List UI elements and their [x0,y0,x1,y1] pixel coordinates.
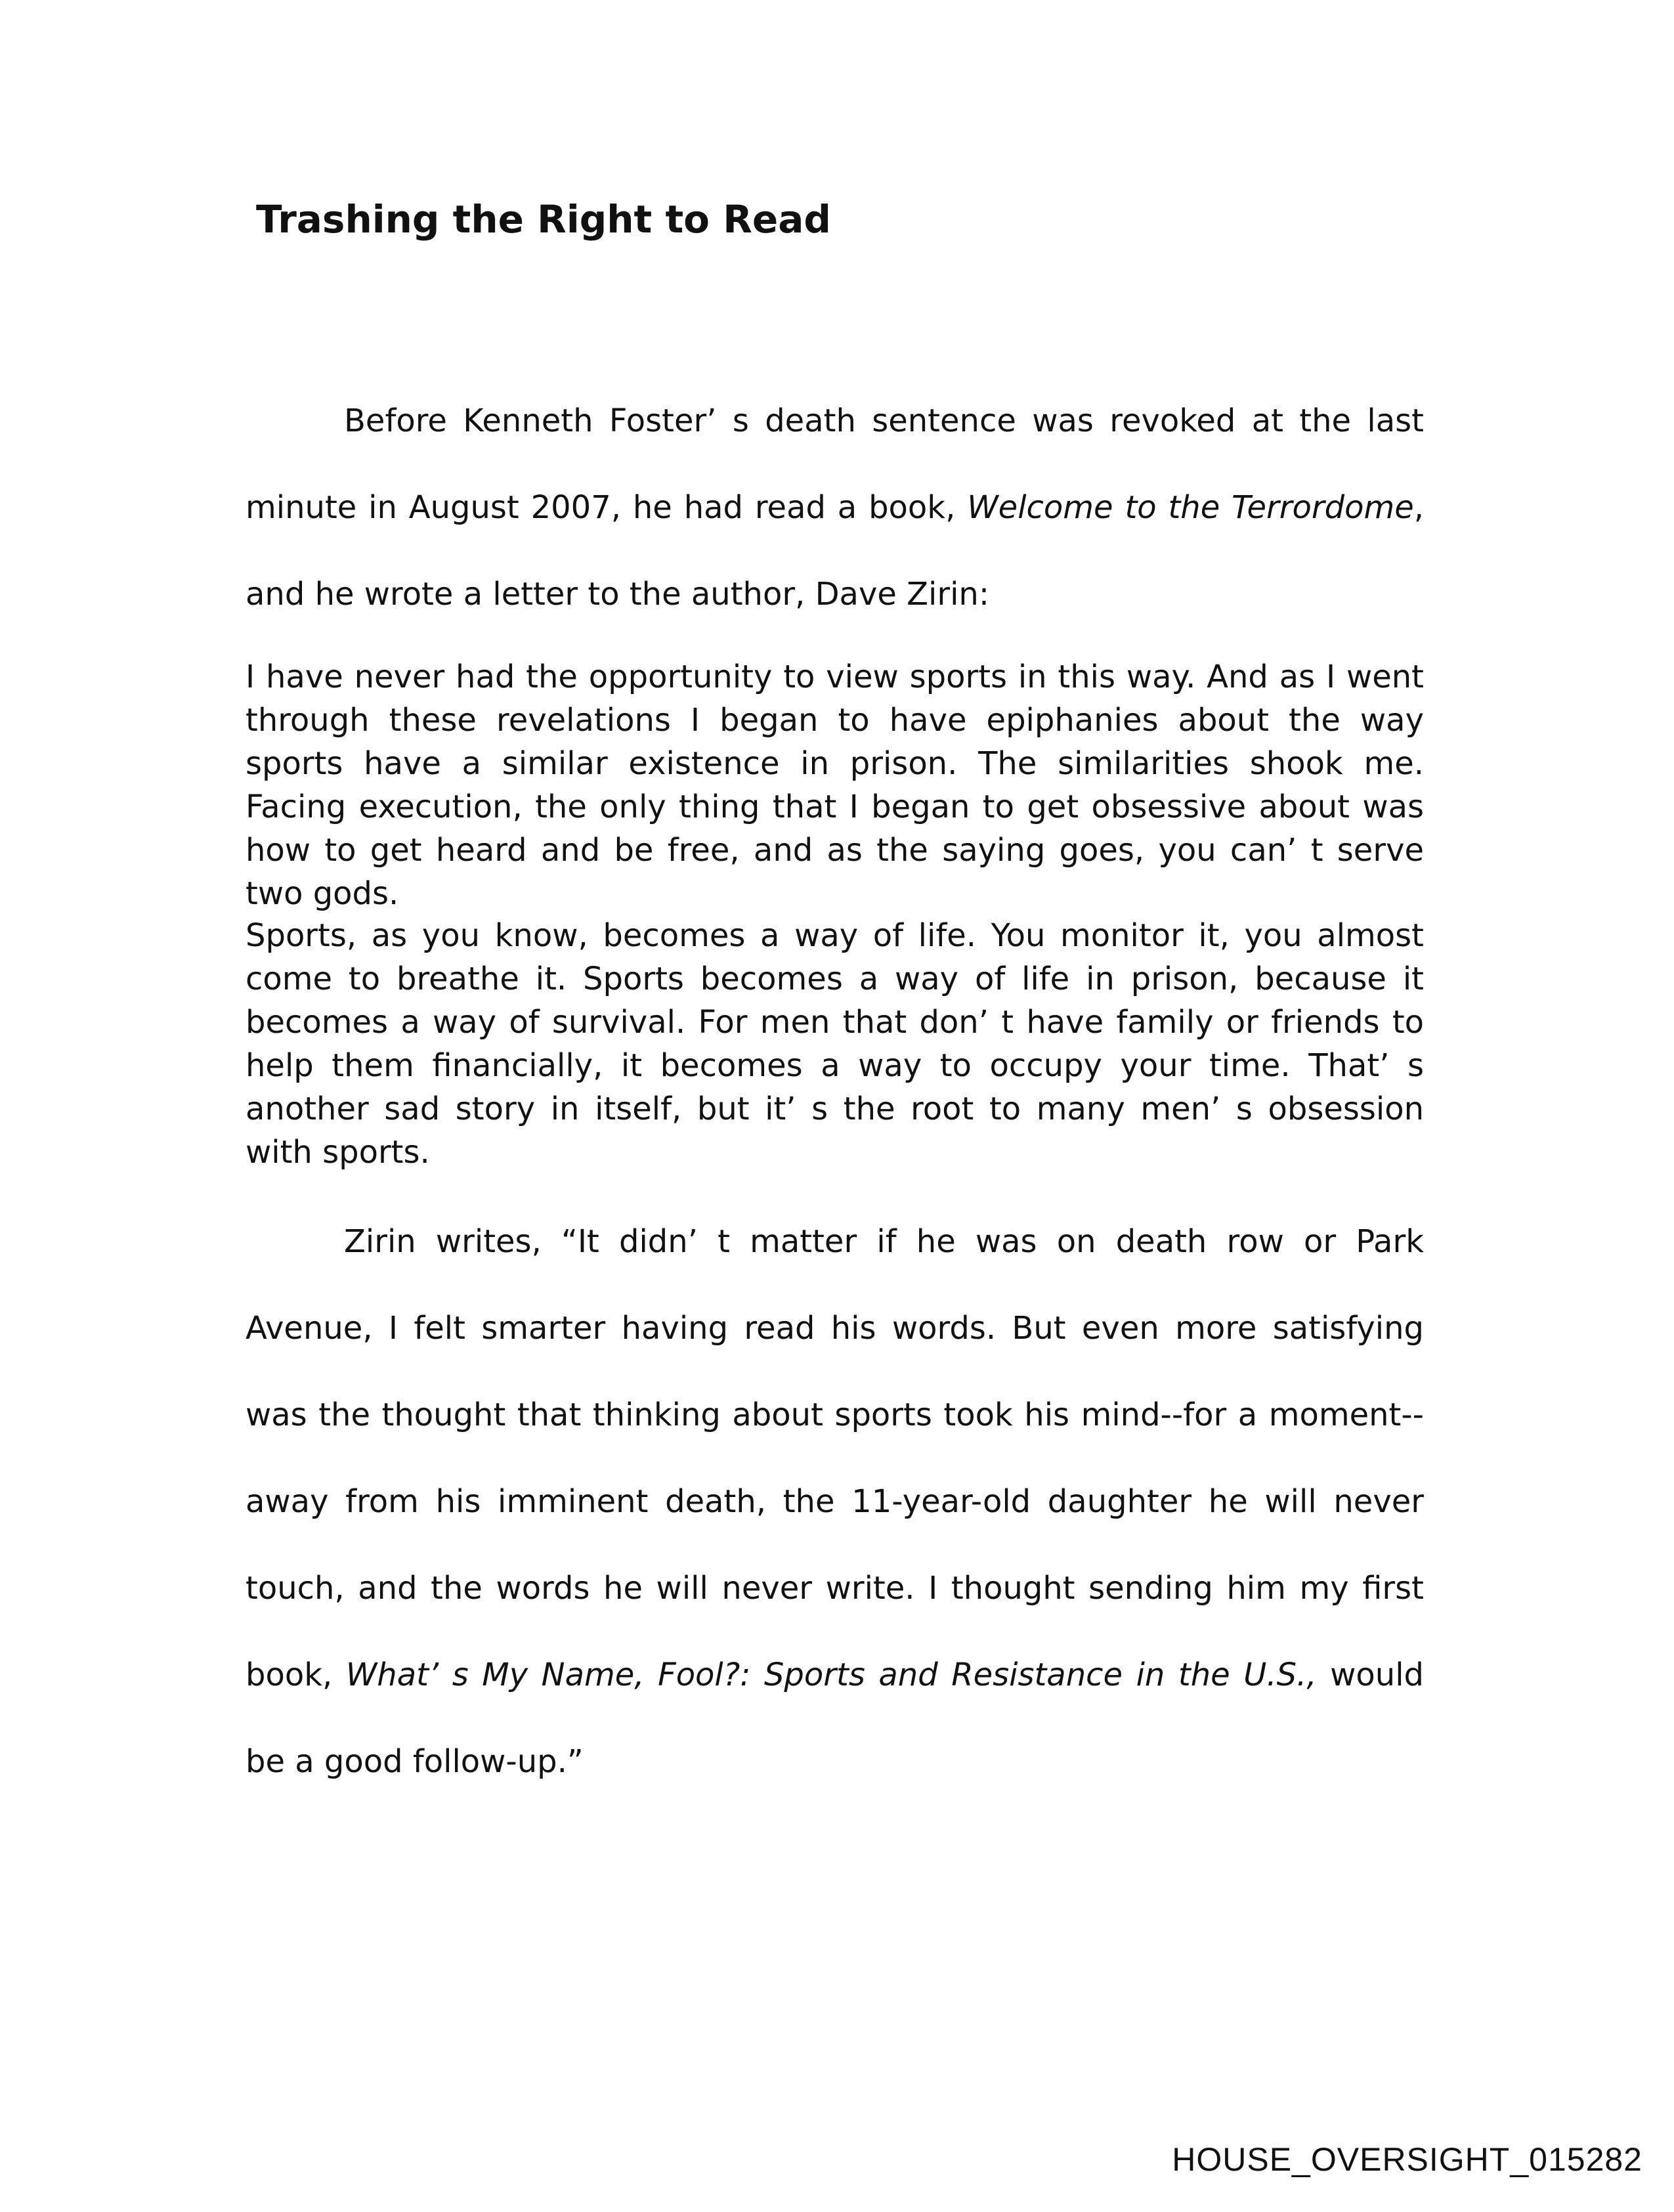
bates-number: HOUSE_OVERSIGHT_015282 [1172,2141,1642,2178]
intro-text-before: Before Kenneth Foster’ s death sentence was revoked at the last minute in August 2007, he had read a book, [246,402,1424,526]
letter-quote-paragraph-1: I have never had the opportunity to view sports in this way. And as I went through these revelations I began to have epiphanies about the way sports have a similar existence in prison. The similarities shook me. Facing execution, the only thing that I began to get obsessive about was how to get heard and be free, and as the saying goes, you can’ t serve two gods. [246,659,1424,912]
letter-quote-paragraph-2: Sports, as you know, becomes a way of life. You monitor it, you almost come to breathe it. Sports becomes a way of life in prison, because it becomes a way of survival. For men that don’ t have family or friends to help them financially, it becomes a way to occupy your time. That’ s another sad story in itself, but it’ s the root to many men’ s obsession with sports. [246,917,1424,1171]
intro-book-title: Welcome to the Terrordome [967,489,1414,526]
zirin-text-after: would be a good follow-up.” [246,1657,1425,1780]
zirin-book-title: What’ s My Name, Fool?: Sports and Resistance in the U.S., [345,1657,1317,1693]
intro-paragraph [246,378,1424,638]
document-title: Trashing the Right to Read [256,197,831,242]
intro-text-after: , and he wrote a letter to the author, Dave Zirin: [246,489,1424,613]
zirin-paragraph [246,1198,1424,1805]
zirin-text-before: Zirin writes, “It didn’ t matter if he was on death row or Park Avenue, I felt smarter having read his words. But even more satisfying was the thought that thinking about sports took his mind--for a moment--away from his imminent death, the 11-year-old daughter he will never touch, and the words he will never write. I thought sending him my first book, [246,1223,1424,1693]
